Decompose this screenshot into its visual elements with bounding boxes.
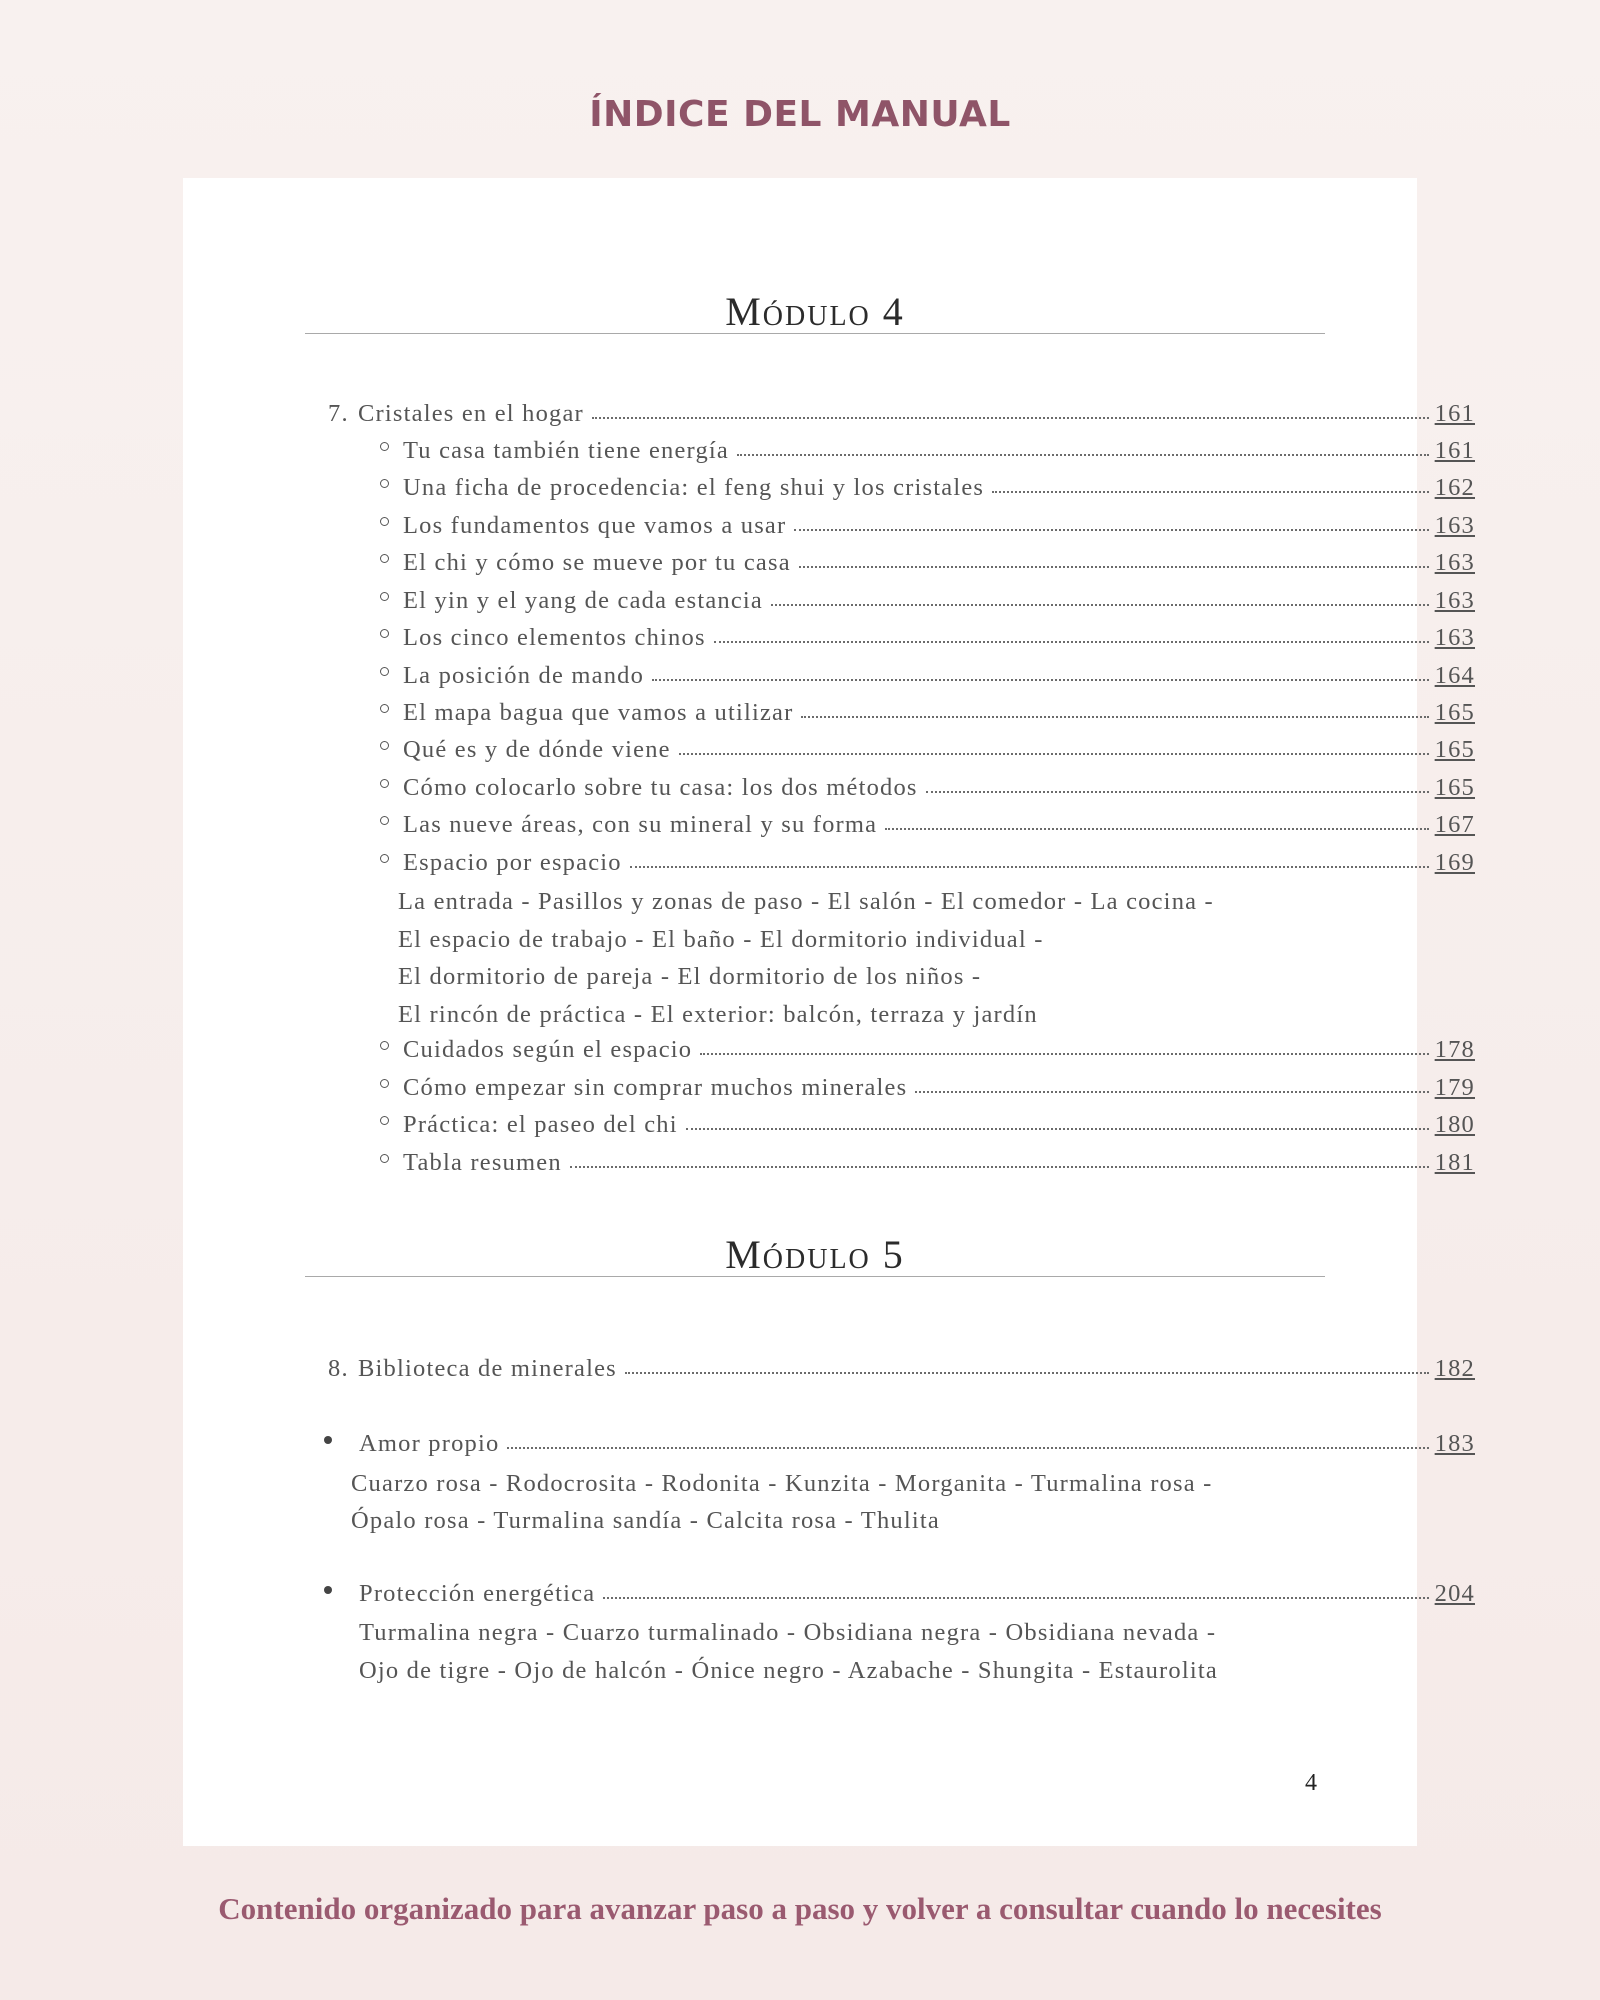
toc-item-label: Las nueve áreas, con su mineral y su forma <box>403 811 878 838</box>
toc-item[interactable] <box>365 624 1475 661</box>
leader-dots <box>926 785 1429 793</box>
toc-item[interactable] <box>365 1111 1475 1148</box>
mineral-list-line: Ópalo rosa - Turmalina sandía - Calcita rosa - Thulita <box>351 1507 940 1534</box>
toc-item[interactable] <box>365 736 1475 773</box>
toc-group-amor-propio[interactable] <box>321 1430 1475 1467</box>
leader-dots <box>652 673 1429 681</box>
circle-bullet-icon <box>365 700 403 720</box>
module-4-divider <box>305 333 1325 334</box>
toc-chapter-7[interactable] <box>328 400 1475 437</box>
circle-bullet-icon <box>365 663 403 683</box>
circle-bullet-icon <box>365 1037 403 1057</box>
leader-dots <box>679 747 1429 755</box>
leader-dots <box>592 411 1429 419</box>
toc-group-label: Amor propio <box>359 1430 500 1457</box>
page-link[interactable]: 165 <box>1434 736 1475 763</box>
chapter-number: 8. <box>328 1355 349 1382</box>
page-link[interactable]: 182 <box>1434 1355 1475 1382</box>
toc-item[interactable] <box>365 437 1475 474</box>
leader-dots <box>915 1085 1428 1093</box>
module-5-heading: Módulo 5 <box>725 1232 905 1277</box>
spaces-list-line: El rincón de práctica - El exterior: balcón, terraza y jardín <box>398 1001 1038 1028</box>
leader-dots <box>630 860 1429 868</box>
leader-dots <box>570 1160 1429 1168</box>
toc-item[interactable] <box>365 587 1475 624</box>
leader-dots <box>801 710 1428 718</box>
toc-item-label: Tu casa también tiene energía <box>403 437 729 464</box>
toc-item[interactable] <box>365 474 1475 511</box>
page-link[interactable]: 169 <box>1434 849 1475 876</box>
leader-dots <box>625 1366 1429 1374</box>
circle-bullet-icon <box>365 625 403 645</box>
page-link[interactable]: 161 <box>1434 437 1475 464</box>
page-link[interactable]: 163 <box>1434 549 1475 576</box>
circle-bullet-icon <box>365 850 403 870</box>
module-5-divider <box>305 1276 1325 1277</box>
leader-dots <box>737 448 1429 456</box>
page-link[interactable]: 163 <box>1434 587 1475 614</box>
toc-item-label: Cómo empezar sin comprar muchos minerales <box>403 1074 908 1101</box>
manual-index-title: ÍNDICE DEL MANUAL <box>589 94 1011 135</box>
toc-item[interactable] <box>365 662 1475 699</box>
mineral-list-line: Turmalina negra - Cuarzo turmalinado - Obsidiana negra - Obsidiana nevada - <box>359 1619 1217 1646</box>
circle-bullet-icon <box>365 737 403 757</box>
toc-item-label: El mapa bagua que vamos a utilizar <box>403 699 794 726</box>
toc-group-proteccion-energetica[interactable] <box>321 1580 1475 1617</box>
chapter-label: Biblioteca de minerales <box>358 1355 617 1382</box>
circle-bullet-icon <box>365 775 403 795</box>
toc-item-label: Práctica: el paseo del chi <box>403 1111 678 1138</box>
leader-dots <box>885 822 1428 830</box>
leader-dots <box>603 1591 1428 1599</box>
toc-item[interactable] <box>365 1149 1475 1186</box>
page-link[interactable]: 162 <box>1434 474 1475 501</box>
leader-dots <box>992 485 1428 493</box>
leader-dots <box>799 560 1429 568</box>
circle-bullet-icon <box>365 513 403 533</box>
toc-item-label: Los cinco elementos chinos <box>403 624 706 651</box>
toc-item-label: El yin y el yang de cada estancia <box>403 587 764 614</box>
page-link[interactable]: 165 <box>1434 774 1475 801</box>
toc-item[interactable] <box>365 774 1475 811</box>
toc-item-label: Qué es y de dónde viene <box>403 736 671 763</box>
circle-bullet-icon <box>365 1112 403 1132</box>
circle-bullet-icon <box>365 1150 403 1170</box>
leader-dots <box>700 1047 1428 1055</box>
page-link[interactable]: 183 <box>1434 1430 1475 1457</box>
toc-item-label: Cuidados según el espacio <box>403 1036 693 1063</box>
footer-caption: Contenido organizado para avanzar paso a paso y volver a consultar cuando lo necesites <box>218 1891 1382 1926</box>
chapter-number: 7. <box>328 400 349 427</box>
toc-item-label: Los fundamentos que vamos a usar <box>403 512 787 539</box>
toc-item[interactable] <box>365 849 1475 886</box>
toc-item-label: La posición de mando <box>403 662 645 689</box>
disc-bullet-icon <box>321 1431 359 1451</box>
circle-bullet-icon <box>365 812 403 832</box>
disc-bullet-icon <box>321 1581 359 1601</box>
toc-item[interactable] <box>365 811 1475 848</box>
toc-chapter-8[interactable] <box>328 1355 1475 1392</box>
page-link[interactable]: 165 <box>1434 699 1475 726</box>
index-page <box>183 178 1475 1846</box>
chapter-label: Cristales en el hogar <box>358 400 584 427</box>
leader-dots <box>794 523 1428 531</box>
toc-item-label: Cómo colocarlo sobre tu casa: los dos métodos <box>403 774 918 801</box>
page-link[interactable]: 161 <box>1434 400 1475 427</box>
module-4-heading: Módulo 4 <box>725 289 905 334</box>
page-number: 4 <box>1305 1770 1317 1796</box>
toc-item-label: Una ficha de procedencia: el feng shui y los cristales <box>403 474 985 501</box>
leader-dots <box>771 598 1429 606</box>
page-link[interactable]: 167 <box>1434 811 1475 838</box>
leader-dots <box>714 635 1429 643</box>
toc-item[interactable] <box>365 1036 1475 1073</box>
page-link[interactable]: 181 <box>1434 1149 1475 1176</box>
page-link[interactable]: 164 <box>1434 662 1475 689</box>
circle-bullet-icon <box>365 550 403 570</box>
circle-bullet-icon <box>365 1075 403 1095</box>
toc-item[interactable] <box>365 549 1475 586</box>
page-link[interactable]: 178 <box>1434 1036 1475 1063</box>
toc-item-label: Tabla resumen <box>403 1149 562 1176</box>
mineral-list-line: Ojo de tigre - Ojo de halcón - Ónice negro - Azabache - Shungita - Estaurolita <box>359 1657 1218 1684</box>
toc-item-label: El chi y cómo se mueve por tu casa <box>403 549 791 576</box>
page-link[interactable]: 163 <box>1434 624 1475 651</box>
circle-bullet-icon <box>365 475 403 495</box>
toc-item[interactable] <box>365 1074 1475 1111</box>
toc-item-label: Espacio por espacio <box>403 849 622 876</box>
page-link[interactable]: 180 <box>1434 1111 1475 1138</box>
circle-bullet-icon <box>365 438 403 458</box>
spaces-list-line: La entrada - Pasillos y zonas de paso - El salón - El comedor - La cocina - <box>398 888 1214 915</box>
leader-dots <box>507 1441 1428 1449</box>
page-link[interactable]: 179 <box>1434 1074 1475 1101</box>
toc-group-label: Protección energética <box>359 1580 596 1607</box>
leader-dots <box>686 1122 1429 1130</box>
page-link[interactable]: 163 <box>1434 512 1475 539</box>
toc-item[interactable] <box>365 512 1475 549</box>
mineral-list-line: Cuarzo rosa - Rodocrosita - Rodonita - Kunzita - Morganita - Turmalina rosa - <box>351 1470 1213 1497</box>
circle-bullet-icon <box>365 588 403 608</box>
toc-item[interactable] <box>365 699 1475 736</box>
page-link[interactable]: 204 <box>1434 1580 1475 1607</box>
spaces-list-line: El espacio de trabajo - El baño - El dormitorio individual - <box>398 926 1044 953</box>
spaces-list-line: El dormitorio de pareja - El dormitorio de los niños - <box>398 963 982 990</box>
